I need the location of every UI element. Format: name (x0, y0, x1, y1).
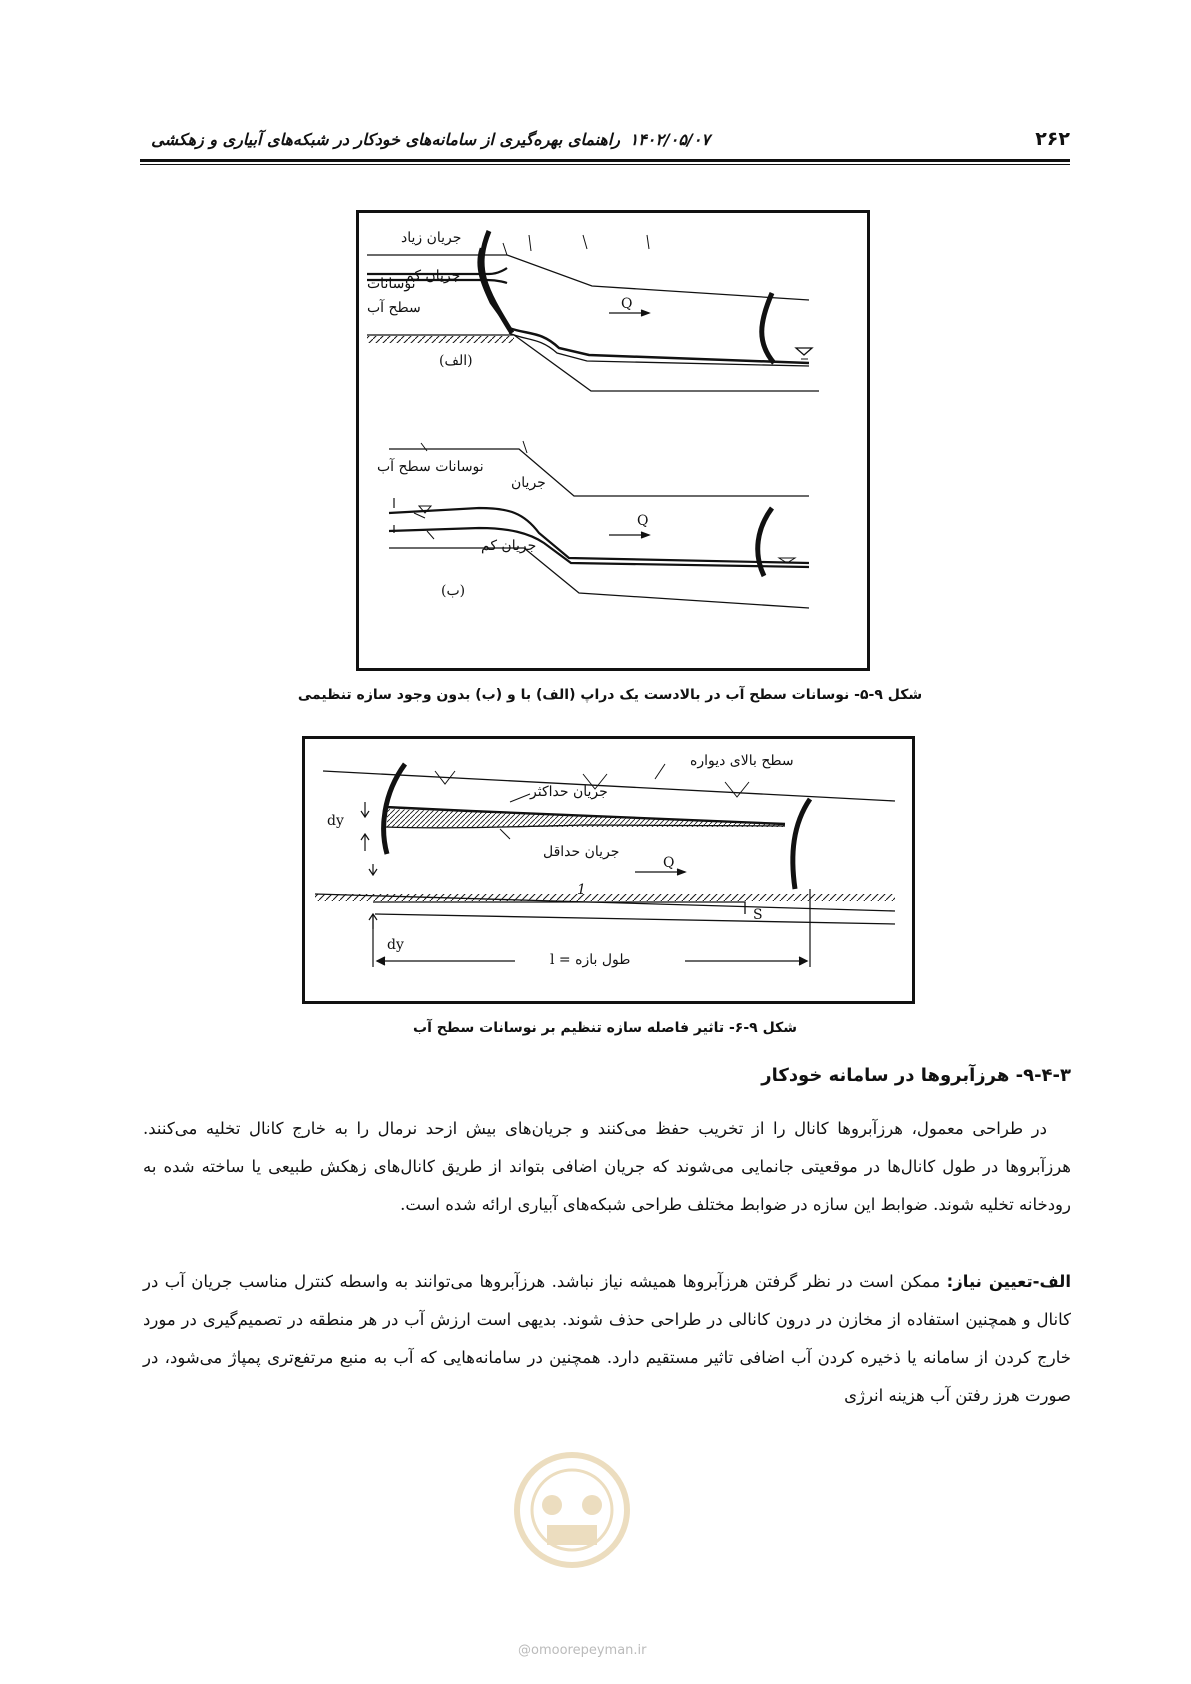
item-label: الف-تعیین نیاز: (946, 1272, 1071, 1291)
label-wall-top: سطح بالای دیواره (690, 753, 794, 769)
list-item-need (143, 1263, 1071, 1415)
header-rule-thin (140, 164, 1070, 165)
page-number: ۲۶۲ (1035, 128, 1070, 150)
label-low-flow-b: جریان کم (481, 538, 537, 554)
label-max-flow: جریان حداکثر (530, 784, 608, 800)
item-text: ممکن است در نظر گرفتن هرزآبروها همیشه نیاز نباشد. هرزآبروها می‌توانند به واسطه کنترل مناسب جریان آب در کانال و همچنین استفاده از مخازن در درون کانالی در طراحی حذف شوند. بدیهی است ارزش آب در هر منطقه در تصمیم‌گیری در مورد خارج کردن از سامانه یا ذخیره کردن آب اضافی تاثیر مستقیم دارد. همچنین در سامانه‌هایی که آب به منبع مرتفع‌تری پمپاژ می‌شود، در صورت هرز رفتن آب هزینه انرژی (143, 1272, 1071, 1405)
label-fluct-b: نوسانات سطح آب (377, 459, 484, 475)
figure-drop-fluctuations (356, 210, 870, 671)
header-date: ۱۴۰۲/۰۵/۰۷ (629, 130, 710, 149)
page-header (140, 128, 1070, 162)
watermark-text: @omoorepeyman.ir (518, 1643, 647, 1658)
label-min-flow: جریان حداقل (543, 844, 620, 860)
body-paragraph (143, 1110, 1071, 1224)
figure-regulator-distance (302, 736, 915, 1004)
label-q-a: Q (621, 296, 633, 312)
paragraph-text: در طراحی معمول، هرزآبروها کانال را از تخریب حفظ می‌کنند و جریان‌های بیش ازحد نرمال را به خارج کانال تخلیه می‌کنند. هرزآبروها در طول کانال‌ها در موقعیتی جانمایی می‌شوند که جریان اضافی بتواند از طریق کانال‌های زهکش طبیعی یا ساخته شده به رودخانه تخلیه شوند. ضوابط این سازه در ضوابط مختلف طراحی شبکه‌های آبیاری ارائه شده است. (143, 1119, 1071, 1214)
label-fluct-1: نوسانات (367, 276, 416, 292)
diagram-part-a (367, 231, 819, 391)
header-title: راهنمای بهره‌گیری از سامانه‌های خودکار در شبکه‌های آبیاری و زهکشی (151, 130, 620, 149)
label-part-b: (ب) (441, 583, 466, 599)
label-q-b: Q (637, 513, 649, 529)
label-dy-bottom: dy (387, 937, 404, 953)
label-high-flow-a: جریان زیاد (401, 230, 462, 246)
label-s: S (753, 907, 763, 923)
section-heading: ۹-۴-۳- هرزآبروها در سامانه خودکار (761, 1065, 1071, 1086)
label-length: طول بازه = l (550, 952, 631, 968)
label-one: 1 (577, 882, 586, 898)
label-q: Q (663, 855, 675, 871)
label-dy-top: dy (327, 813, 344, 829)
label-part-a: (الف) (439, 353, 473, 369)
figure1-caption: شکل ۹-۵- نوسانات سطح آب در بالادست یک دراپ (الف) با و (ب) بدون وجود سازه تنظیمی (297, 687, 923, 703)
header-rule (140, 159, 1070, 162)
label-flow-b: جریان (511, 475, 546, 491)
figure2-caption: شکل ۹-۶- تاثیر فاصله سازه تنظیم بر نوسانات سطح آب (413, 1020, 797, 1036)
label-fluct-2: سطح آب (367, 300, 421, 316)
watermark-seal-icon (507, 1435, 637, 1575)
label-low-flow-a: جریان کم (405, 268, 461, 284)
